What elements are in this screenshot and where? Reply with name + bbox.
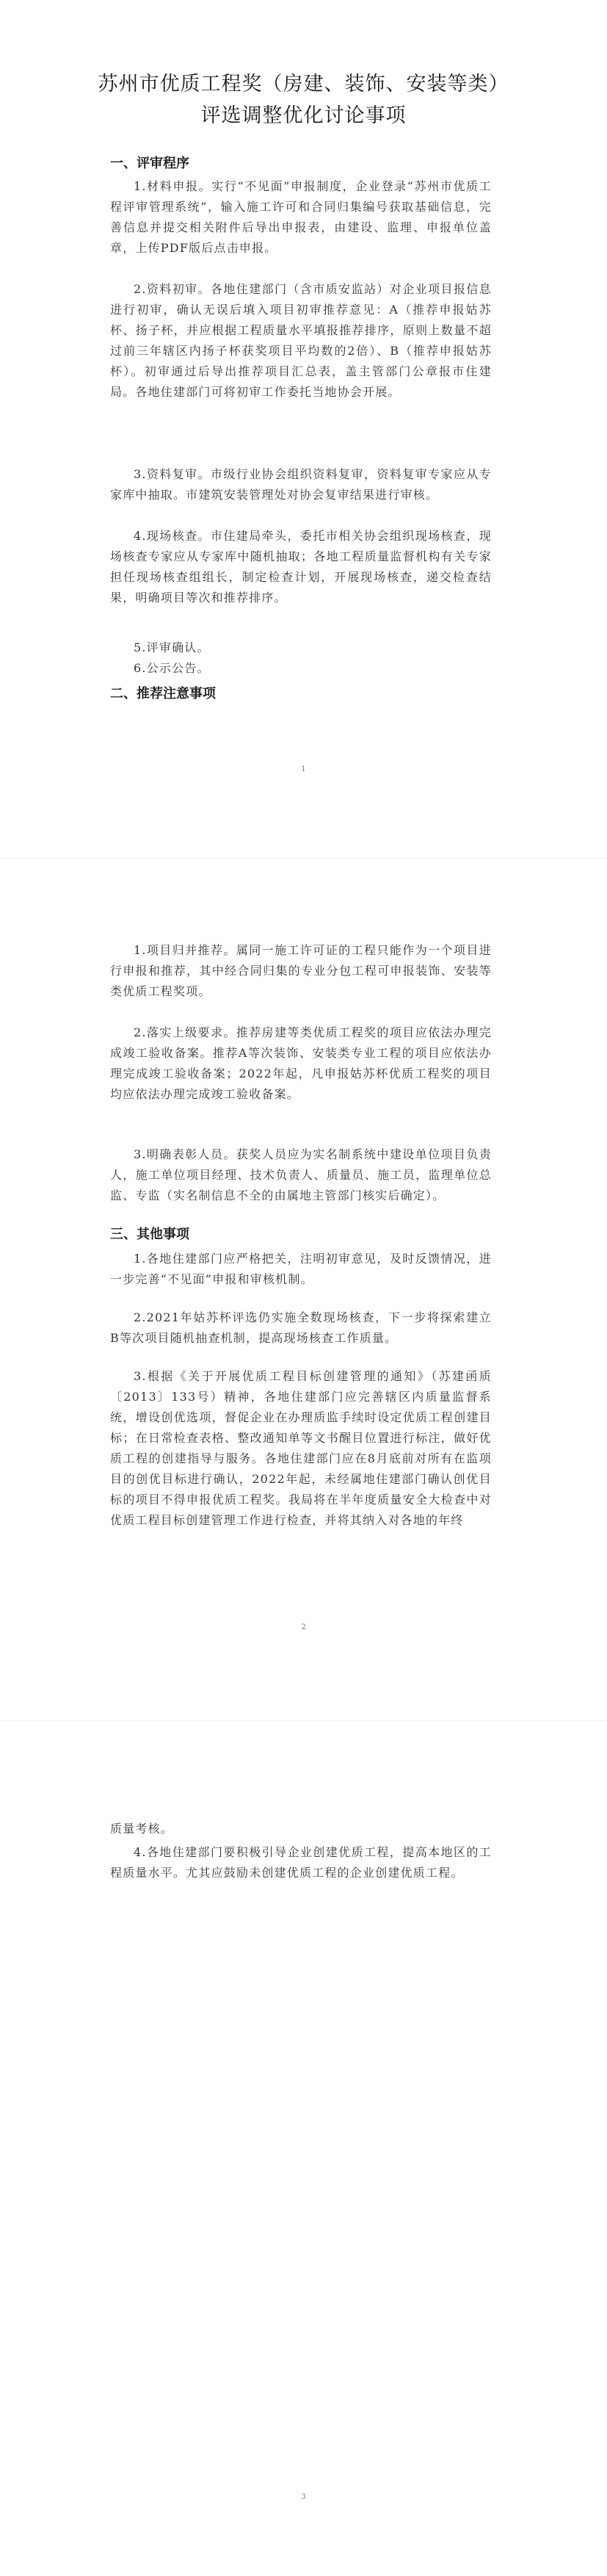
document-title-line-1: 苏州市优质工程奖（房建、装饰、安装等类）	[98, 73, 509, 95]
page-number: 2	[301, 1623, 306, 1631]
paragraph-quality-assessment: 质量考核。	[110, 1822, 174, 1836]
paragraph-awarded-personnel: 3.明确表彰人员。获奖人员应为实名制系统中建设单位项目负责人，施工单位项目经理、技术负责人、质量员、施工员，监理单位总监、专监（实名制信息不全的由属地主管部门核实后确定）。	[110, 1147, 492, 1202]
page-number: 3	[301, 2493, 306, 2501]
paragraph-target-creation: 3.根据《关于开展优质工程目标创建管理的通知》（苏建函质〔2013〕133号）精神，各地住建部门应完善辖区内质量监督系统，增设创优选项，督促企业在办理质监手续时设定优质工程创建目标；在日常检查表格、整改通知单等文书醒目位置进行标注，做好优质工程的创建指导与服务。各地住建部门应在8月底前对所有在监项目的创优目标进行确认，2022年起，未经属地住建部门确认创优目标的项目不得申报优质工程奖。我局将在半年度质量安全大检查中对优质工程目标创建管理工作进行检查，并将其纳入对各地的年终	[110, 1369, 492, 1527]
paragraph-secondary-review: 3.资料复审。市级行业协会组织资料复审，资料复审专家应从专家库中抽取。市建筑安装管理处对协会复审结果进行审核。	[110, 467, 492, 502]
paragraph-material-submission: 1.材料申报。实行“不见面”申报制度，企业登录“苏州市优质工程评审管理系统”，输入施工许可和合同归集编号获取基础信息，完善信息并提交相关附件后导出申报表，由建设、监理、申报单位盖章，上传PDF版后点击申报。	[110, 179, 492, 255]
page-divider	[0, 858, 607, 859]
paragraph-confirmation: 5.评审确认。	[134, 641, 210, 654]
page-2	[0, 859, 607, 1719]
page-number: 1	[301, 765, 306, 773]
page-1	[0, 0, 607, 852]
section-heading-recommendation-notes: 二、推荐注意事项	[110, 686, 216, 701]
paragraph-encourage-quality: 4.各地住建部门要积极引导企业创建优质工程，提高本地区的工程质量水平。尤其应鼓励未创建优质工程的企业创建优质工程。	[110, 1845, 492, 1880]
paragraph-strict-review: 1.各地住建部门应严格把关，注明初审意见，及时反馈情况，进一步完善“不见面”申报和审核机制。	[110, 1252, 492, 1286]
paragraph-announcement: 6.公示公告。	[134, 661, 210, 675]
section-heading-review-procedure: 一、评审程序	[110, 156, 189, 171]
page-3	[0, 1722, 607, 2576]
paragraph-preliminary-review: 2.资料初审。各地住建部门（含市质安监站）对企业项目报信息进行初审，确认无误后填入项目初审推荐意见：A（推荐申报姑苏杯、扬子杯，并应根据工程质量水平填报推荐排序，原则上数量不超过前三年辖区内扬子杯获奖项目平均数的2倍）、B（推荐申报姑苏杯）。初审通过后导出推荐项目汇总表，盖主管部门公章报市住建局。各地住建部门可将初审工作委托当地协会开展。	[110, 282, 492, 399]
section-heading-other-matters: 三、其他事项	[110, 1227, 189, 1242]
paragraph-project-merge: 1.项目归并推荐。属同一施工许可证的工程只能作为一个项目进行申报和推荐，其中经合同归集的专业分包工程可申报装饰、安装等类优质工程奖项。	[110, 943, 492, 998]
paragraph-site-check-2021: 2.2021年姑苏杯评选仍实施全数现场核查，下一步将探索建立B等次项目随机抽查机制，提高现场核查工作质量。	[110, 1310, 492, 1345]
paragraph-superior-requirements: 2.落实上级要求。推荐房建等类优质工程奖的项目应依法办理完成竣工验收备案。推荐A等次装饰、安装类专业工程的项目应依法办理完成竣工验收备案；2022年起，凡申报姑苏杯优质工程奖的项目均应依法办理完成竣工验收备案。	[110, 1025, 492, 1101]
paragraph-site-inspection: 4.现场核查。市住建局牵头，委托市相关协会组织现场核查，现场核查专家应从专家库中随机抽取；各地工程质量监督机构有关专家担任现场核查组组长，制定检查计划，开展现场核查，递交检查结果，明确项目等次和推荐排序。	[110, 529, 492, 605]
page-divider	[0, 1720, 607, 1721]
document-title-line-2: 评选调整优化讨论事项	[200, 104, 407, 127]
